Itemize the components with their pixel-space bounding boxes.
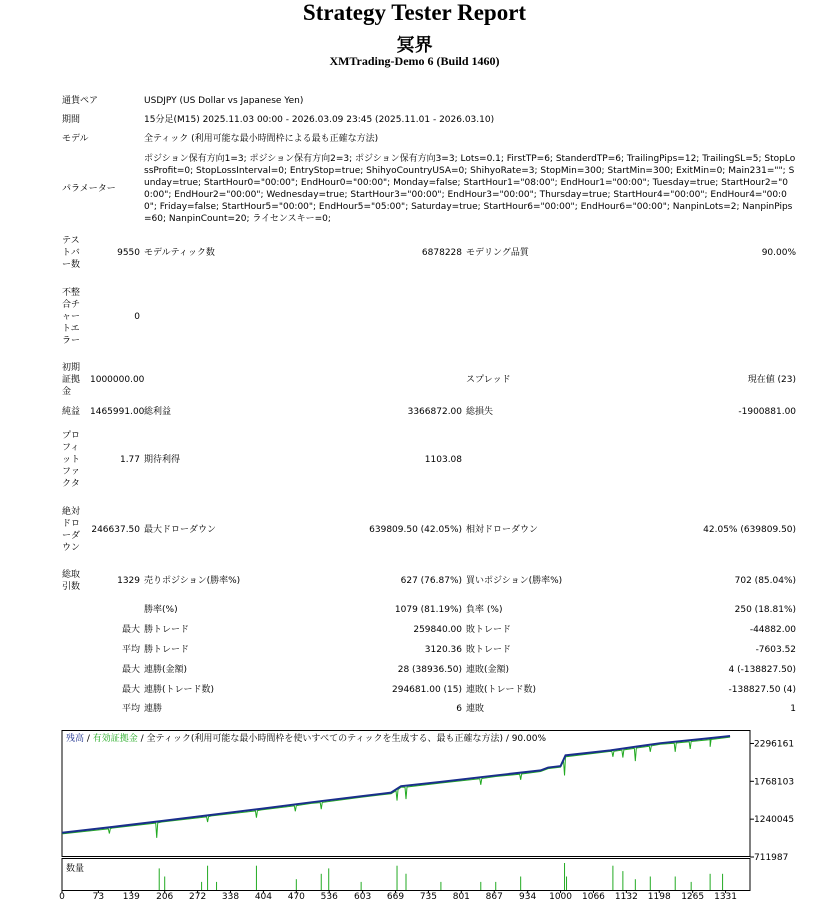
spread-label: スプレッド [466,375,511,385]
period-value: 15分足(M15) 2025.11.03 00:00 - 2026.03.09 23:45 (2025.11.01 - 2026.03.10) [144,114,495,125]
symbol-label: 通貨ペア [62,95,99,106]
x-tick-label: 404 [254,892,273,902]
x-tick-label: 470 [287,892,305,902]
expert-name: 冥界 [396,35,433,56]
expected-value: 1103.08 [424,455,463,465]
short-label: 売りポジション(勝率%) [144,576,241,586]
y-tick-label: 1240045 [754,815,795,826]
avg-cons-win-label: 連勝 [144,703,163,714]
largest-row [60,620,798,640]
deposit-value: 1000000.00 [90,375,145,385]
symbol-row [60,91,798,110]
balance-chart [60,730,800,900]
x-tick-label: 139 [122,892,140,902]
avg-win-value: 3120.36 [424,645,463,655]
cons-loss-trades-label: 連敗(トレード数) [466,684,537,695]
trades-value: 1329 [117,576,141,586]
avg-prefix-2: 平均 [122,703,141,714]
max-dd-value: 639809.50 (42.05%) [369,525,463,535]
abs-dd-label: 絶対ドローダウン [62,507,81,553]
trades-label: 総取引数 [62,570,81,592]
spread-value: 現在値 (23) [747,375,797,385]
server-info: XMTrading-Demo 6 (Build 1460) [329,54,500,68]
y-tick-label: 1768103 [754,777,795,788]
mismatch-row [60,276,798,358]
avg-cons-loss-label: 連敗 [466,703,485,714]
period-label: 期間 [62,114,81,125]
x-tick-label: 0 [59,892,65,902]
deposit-label: 初期証拠金 [62,363,81,397]
avg-loss-value: -7603.52 [755,645,797,655]
cons-loss-money-label: 連敗(金額) [466,665,510,675]
win-label: 勝率(%) [144,605,178,615]
long-value: 702 (85.04%) [734,576,797,586]
bars-row [60,230,798,276]
x-tick-label: 801 [452,892,470,902]
x-tick-label: 669 [386,892,405,902]
gross-loss-value: -1900881.00 [738,407,797,417]
quality-value: 90.00% [761,248,797,258]
model-label: モデル [62,133,89,144]
net-row [60,402,798,422]
max-prefix-2: 最大 [122,684,141,695]
legend-separator: / [84,734,93,744]
report-table [60,91,798,718]
x-tick-label: 934 [519,892,537,902]
expected-label: 期待利得 [144,455,181,465]
x-tick-label: 1331 [714,892,738,902]
cons-win-trades-value: 294681.00 (15) [392,684,463,695]
avg-cons-win-value: 6 [456,703,463,714]
legend-description: / 全ティック(利用可能な最小時間枠を使いすべてのティックを生成する、最も正確な方法) / 90.00% [137,734,547,744]
period-row [60,110,798,129]
y-tick-label: 711987 [754,853,789,863]
bars-value: 9550 [117,248,141,258]
x-tick-label: 1265 [681,892,705,902]
pf-label: プロフィットファクタ [62,431,81,489]
x-tick-label: 1132 [614,892,638,902]
largest-loss-label: 敗トレード [466,625,512,635]
cons-loss-trades-value: -138827.50 (4) [728,684,797,695]
mismatch-label: 不整合チャートエラー [62,288,81,346]
x-tick-label: 73 [92,892,105,902]
deposit-row [60,358,798,402]
avg-cons-row [60,699,798,718]
mismatch-value: 0 [134,312,141,322]
max-prefix-1: 最大 [122,665,141,675]
report-title: Strategy Tester Report [302,0,527,25]
cons-money-row [60,660,798,680]
x-tick-label: 603 [354,892,372,902]
win-value: 1079 (81.19%) [394,605,463,615]
net-value: 1465991.00 [90,407,145,417]
x-tick-label: 536 [320,892,338,902]
winrate-row [60,600,798,620]
gross-profit-value: 3366872.00 [407,407,463,417]
x-tick-label: 1000 [549,892,573,902]
rel-dd-value: 42.05% (639809.50) [703,525,797,535]
avg-win-label: 勝トレード [144,645,190,655]
params-value: ポジション保有方向1=3; ポジション保有方向2=3; ポジション保有方向3=3; Lots=0.1; FirstTP=6; StanderdTP=6; TrailingPips=12; TrailingSL=5; StopLossProfit=0; StopLossInterval=0; EntryStop=true; ShihyoCountryUSA=0; ShihyoRate=3; StopMin=300; StartMin=300; ExitMin=0; Main231=""; Sunday=true; StartHour0="00:00"; EndHour0="00:00"; Monday=false; StartHour1="08:00"; EndHour1="00:00"; Tuesday=true; StartHour2="00:00"; EndHour2="00:00"; Wednesday=true; StartHour3="00:00"; EndHour3="00:00"; Thursday=true; StartHour4="00:00"; EndHour4="00:00"; Friday=false; StartHour5="00:00"; EndHour5="05:00"; Saturday=true; StartHour6="00:00"; EndHour6="00:00"; NanpinLots=2; NanpinPips=60; NanpinCount=20; ライセンスキー=0; [144,154,796,224]
legend-equity: 有効証拠金 [92,734,138,744]
x-axis-ticks [59,890,737,902]
short-value: 627 (76.87%) [400,576,463,586]
legend-balance: 残高 [66,734,85,744]
cons-trades-row [60,680,798,699]
ticks-label: モデルティック数 [144,248,215,258]
largest-loss-value: -44882.00 [749,625,797,635]
gross-loss-label: 総損失 [466,407,494,417]
ticks-value: 6878228 [421,248,463,258]
long-label: 買いポジション(勝率%) [466,576,563,586]
x-tick-label: 1198 [647,892,671,902]
model-value: 全ティック (利用可能な最小時間枠による最も正確な方法) [144,133,379,144]
y-tick-label: 2296161 [754,739,795,750]
gross-profit-label: 総利益 [144,407,172,417]
average-row [60,640,798,660]
cons-win-money-value: 28 (38936.50) [397,665,463,675]
x-tick-label: 272 [189,892,207,902]
loss-label: 負率 (%) [466,605,503,615]
largest-prefix: 最大 [122,625,141,635]
x-tick-label: 206 [156,892,174,902]
x-tick-label: 1066 [582,892,605,902]
x-tick-label: 735 [419,892,438,902]
volume-label: 数量 [66,864,85,874]
x-tick-label: 338 [221,892,240,902]
dd-row [60,498,798,562]
params-label: パラメーター [62,184,116,194]
bars-label: テストバー数 [62,236,81,270]
abs-dd-value: 246637.50 [91,525,141,535]
largest-win-value: 259840.00 [413,625,463,635]
avg-prefix: 平均 [122,645,141,655]
net-label: 純益 [62,407,81,417]
quality-label: モデリング品質 [466,248,529,258]
rel-dd-label: 相対ドローダウン [466,525,539,535]
params-row [60,148,798,230]
max-dd-label: 最大ドローダウン [144,525,217,535]
cons-win-trades-label: 連勝(トレード数) [144,684,215,695]
model-row [60,129,798,148]
avg-cons-loss-value: 1 [790,703,797,714]
avg-loss-label: 敗トレード [466,645,512,655]
largest-win-label: 勝トレード [144,625,190,635]
x-tick-label: 867 [485,892,503,902]
cons-win-money-label: 連勝(金額) [144,665,188,675]
pf-value: 1.77 [119,455,141,465]
cons-loss-money-value: 4 (-138827.50) [728,665,797,675]
svg-text:残高 / 有効証拠金 / 全ティック(利用可能な最小時間枠を [66,732,546,744]
loss-value: 250 (18.81%) [734,605,797,615]
pf-row [60,422,798,498]
symbol-value: USDJPY (US Dollar vs Japanese Yen) [144,95,304,106]
trades-row [60,562,798,600]
